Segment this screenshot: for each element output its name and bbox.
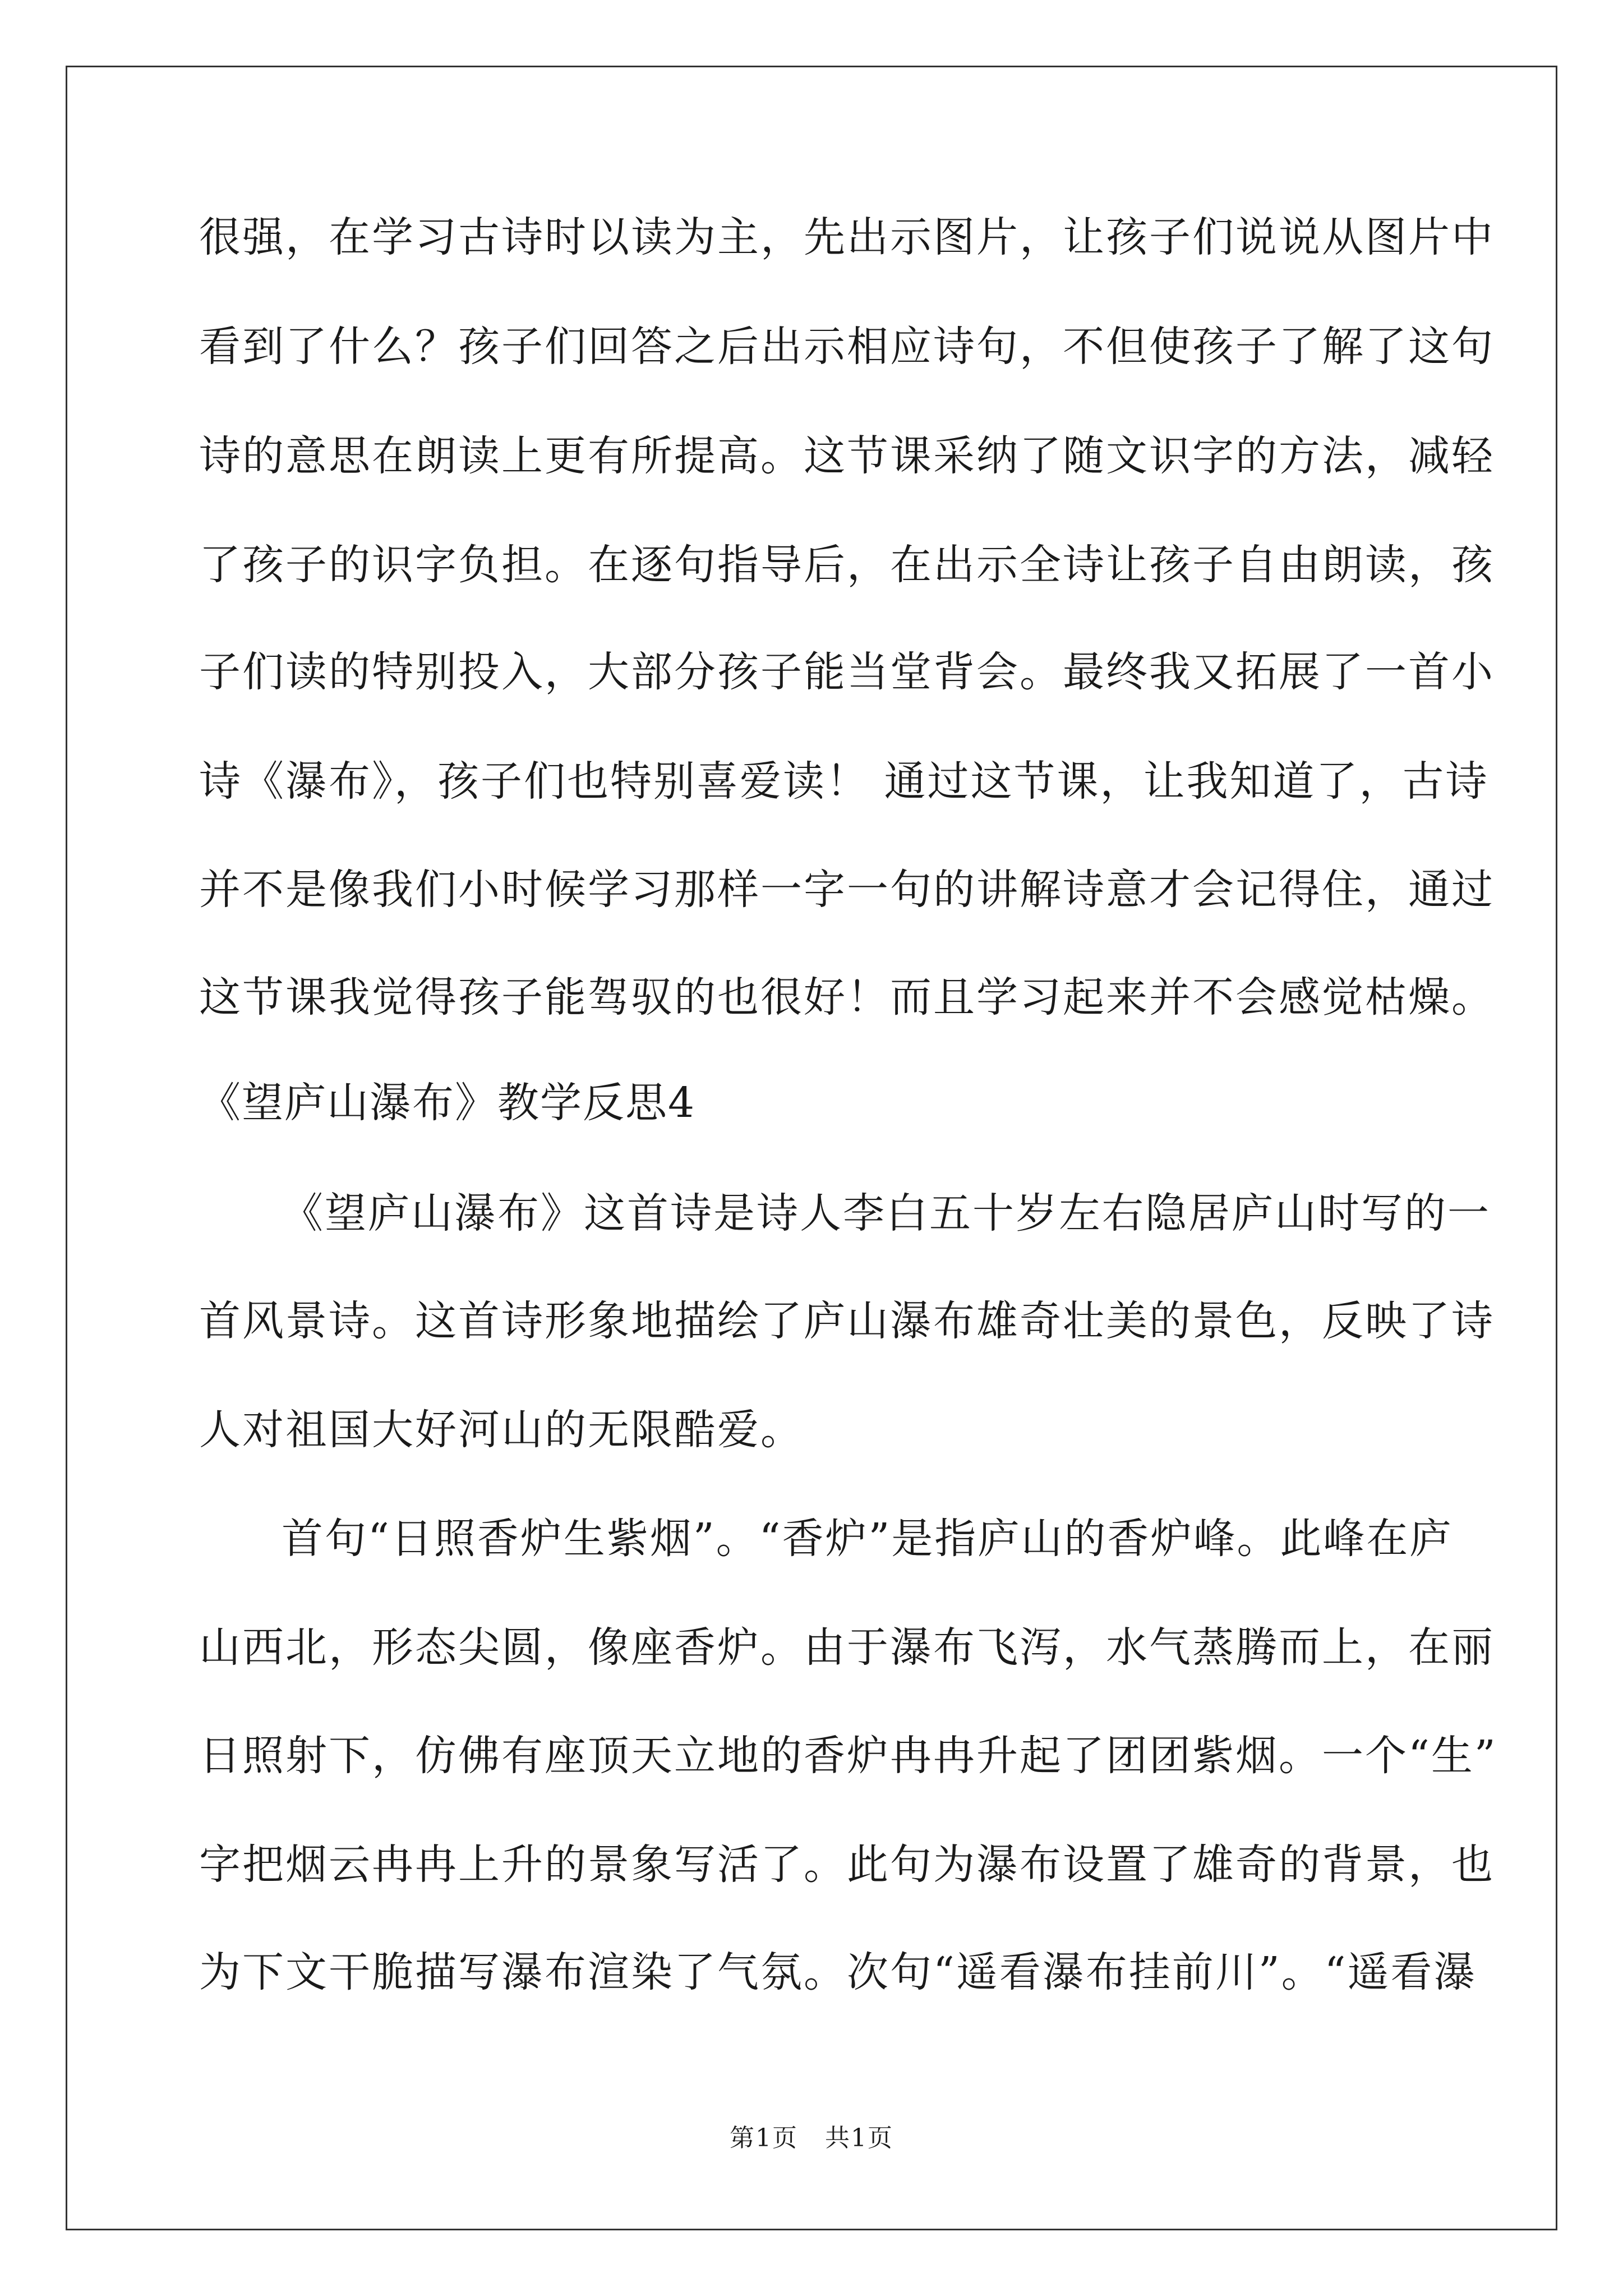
paragraph-1-line-7: 并不是像我们小时候学习那样一字一句的讲解诗意才会记得住，通过 bbox=[199, 866, 1495, 914]
paragraph-1-line-4: 了孩子的识字负担。在逐句指导后，在出示全诗让孩子自由朗读，孩 bbox=[199, 541, 1495, 589]
paragraph-3-line-4: 字把烟云冉冉上升的景象写活了。此句为瀑布设置了雄奇的背景，也 bbox=[199, 1841, 1495, 1889]
paragraph-1-line-2: 看到了什么？孩子们回答之后出示相应诗句，不但使孩子了解了这句 bbox=[199, 323, 1495, 371]
paragraph-1-line-6: 诗《瀑布》，孩子们也特别喜爱读！ 通过这节课，让我知道了，古诗 bbox=[199, 757, 1489, 806]
paragraph-3-line-2: 山西北，形态尖圆，像座香炉。由于瀑布飞泻，水气蒸腾而上，在丽 bbox=[199, 1623, 1495, 1672]
paragraph-1-line-3: 诗的意思在朗读上更有所提高。这节课采纳了随文识字的方法，减轻 bbox=[199, 432, 1495, 480]
paragraph-1-line-8: 这节课我觉得孩子能驾驭的也很好！而且学习起来并不会感觉枯燥。 bbox=[199, 973, 1495, 1022]
paragraph-1-line-5: 子们读的特别投入，大部分孩子能当堂背会。最终我又拓展了一首小 bbox=[199, 648, 1495, 696]
paragraph-3-line-5: 为下文干脆描写瀑布渲染了气氛。次句“遥看瀑布挂前川”。“遥看瀑 bbox=[199, 1948, 1477, 1996]
paragraph-2-line-2: 首风景诗。这首诗形象地描绘了庐山瀑布雄奇壮美的景色，反映了诗 bbox=[199, 1297, 1495, 1345]
paragraph-3-line-3: 日照射下，仿佛有座顶天立地的香炉冉冉升起了团团紫烟。一个“生” bbox=[199, 1732, 1497, 1780]
paragraph-3-line-1: 首句“日照香炉生紫烟”。“香炉”是指庐山的香炉峰。此峰在庐 bbox=[282, 1515, 1453, 1563]
page-number-footer: 第1页 共1页 bbox=[730, 2124, 893, 2152]
paragraph-2-line-3: 人对祖国大好河山的无限酷爱。 bbox=[199, 1406, 804, 1454]
paragraph-1-line-1: 很强，在学习古诗时以读为主，先出示图片，让孩子们说说从图片中 bbox=[199, 213, 1495, 261]
section-heading: 《望庐山瀑布》教学反思4 bbox=[199, 1079, 696, 1127]
page-border bbox=[66, 66, 1557, 2230]
paragraph-2-line-1: 《望庐山瀑布》这首诗是诗人李白五十岁左右隐居庐山时写的一 bbox=[282, 1189, 1491, 1237]
